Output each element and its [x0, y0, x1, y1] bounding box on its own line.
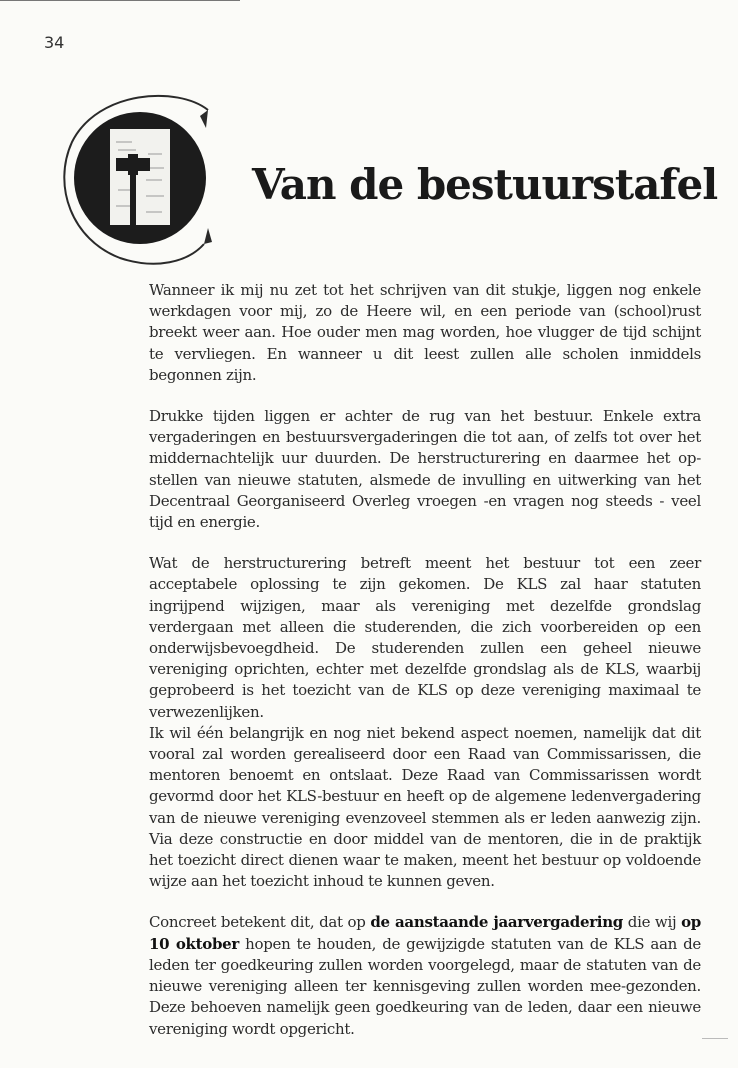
paragraph-1: Wanneer ik mij nu zet tot het schrijven van dit stukje, liggen nog enkele werkdagen voor mij, zo de Heere wil, en een periode van (school)rust breekt weer aan. Hoe ouder men mag worden, hoe vlugger de tijd schijnt te vervliegen. En wanneer u dit leest zullen alle scholen inmiddels begonnen zijn.: [149, 281, 701, 384]
article-body: [149, 280, 701, 1040]
p5-text-a: Concreet betekent dit, dat op: [149, 913, 371, 932]
page-corner-mark: [702, 1038, 728, 1039]
date-highlight: op 10 oktober: [149, 913, 701, 953]
gavel-icon: [110, 129, 170, 231]
paragraph-5: [149, 912, 701, 1039]
paragraph-3: Wat de herstructurering betreft meent het bestuur tot een zeer acceptabele oplossing te zijn gekomen. De KLS zal haar statuten ingrijpend wijzigen, maar als vereniging met dezelfde grondslag verdergaan met alleen die studerenden, die zich voorbereiden op een onderwijsbevoegdheid. De studerenden zullen een geheel nieuwe vereniging oprichten, echter met dezelfde grondslag als de KLS, waarbij geprobeerd is het toezicht van de KLS op deze vereniging maximaal te verwezenlijken.: [149, 554, 701, 721]
p5-text-e: hopen te houden, de gewijzigde statuten van de KLS aan de leden ter goedkeuring zullen worden voorgelegd, maar de statuten van de nieuwe vereniging alleen ter kennisgeving zullen worden mee-gezonden. Deze behoeven namelijk geen goedkeuring van de leden, daar een nieuwe vereniging wordt opgericht.: [149, 934, 701, 1038]
paragraph-2: Drukke tijden liggen er achter de rug van het bestuur. Enkele extra vergaderingen en bestuursvergaderingen die tot aan, of zelfs tot over het middernachtelijk uur duurden. De herstructurering en daarmee het op-stellen van nieuwe statuten, alsmede de invulling en uitwerking van het Decentraal Georganiseerd Overleg vroegen -en vragen nog steeds - veel tijd en energie.: [149, 407, 701, 532]
gavel-logo: [58, 94, 220, 266]
page-number: 34: [44, 33, 65, 52]
paragraph-4: Ik wil één belangrijk en nog niet bekend aspect noemen, namelijk dat dit vooral zal worden gerealiseerd door een Raad van Commissarissen, die mentoren benoemt en ontslaat. Deze Raad van Commissarissen wordt gevormd door het KLS-bestuur en heeft op de algemene ledenvergadering van de nieuwe vereniging evenzoveel stemmen als er leden aanwezig zijn. Via deze constructie en door middel van de mentoren, die in de praktijk het toezicht direct dienen waar te maken, meent het bestuur op voldoende wijze aan het toezicht inhoud te kunnen geven.: [149, 723, 701, 891]
c-letter-icon: [58, 94, 220, 266]
top-rule: [0, 0, 240, 1]
jaarvergadering-highlight: de aanstaande jaarvergadering: [370, 913, 623, 932]
page-title: Van de bestuurstafel: [252, 160, 718, 209]
p5-text-c: die wij: [623, 913, 682, 932]
